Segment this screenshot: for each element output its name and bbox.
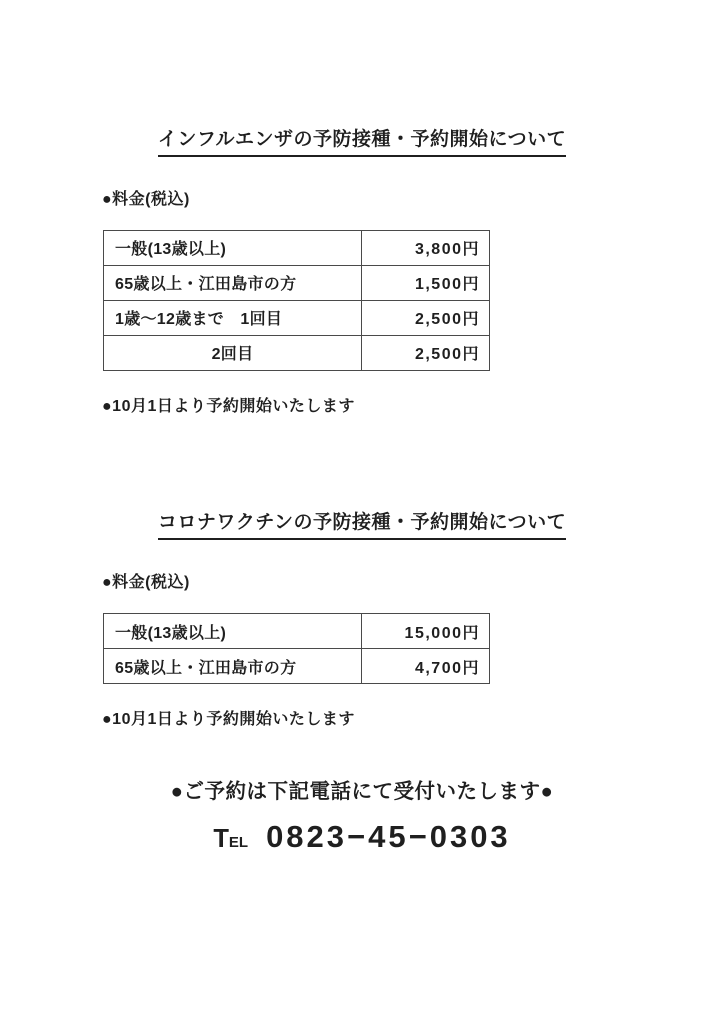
row-label-general: 一般(13歳以上) [104,614,362,649]
row-label-general: 一般(13歳以上) [104,230,362,265]
telephone-line [0,819,724,855]
influenza-section-title [0,129,724,157]
covid-section-title-text: コロナワクチンの予防接種・予約開始について [158,512,566,540]
row-label-senior: 65歳以上・江田島市の方 [104,649,362,684]
table-row [104,230,490,265]
influenza-price-label: ●料金(税込) [102,190,190,208]
section-covid-vaccine [0,512,724,729]
table-row [104,300,490,335]
row-label-child-second-dose: 2回目 [104,335,362,370]
table-row [104,335,490,370]
table-row [104,649,490,684]
row-price-child-first-dose: 2,500円 [362,300,490,335]
row-price-child-second-dose: 2,500円 [362,335,490,370]
influenza-reservation-start-note: ●10月1日より予約開始いたします [102,397,355,415]
row-price-general: 15,000円 [362,614,490,649]
covid-price-label: ●料金(税込) [102,573,190,591]
phone-reservation-notice: ●ご予約は下記電話にて受付いたします● [170,780,554,804]
row-price-senior: 4,700円 [362,649,490,684]
table-row [104,614,490,649]
row-price-general: 3,800円 [362,230,490,265]
tel-label: TEL [213,824,249,853]
row-label-senior: 65歳以上・江田島市の方 [104,265,362,300]
influenza-price-table [103,230,490,371]
covid-price-table [103,613,490,684]
phone-number: 0823−45−0303 [266,818,511,854]
row-price-senior: 1,500円 [362,265,490,300]
section-influenza [0,129,724,416]
influenza-section-title-text: インフルエンザの予防接種・予約開始について [158,129,566,157]
row-label-child-first-dose: 1歳～12歳まで 1回目 [104,300,362,335]
covid-section-title [0,512,724,540]
table-row [104,265,490,300]
covid-reservation-start-note: ●10月1日より予約開始いたします [102,711,355,729]
footer-contact [0,779,724,855]
